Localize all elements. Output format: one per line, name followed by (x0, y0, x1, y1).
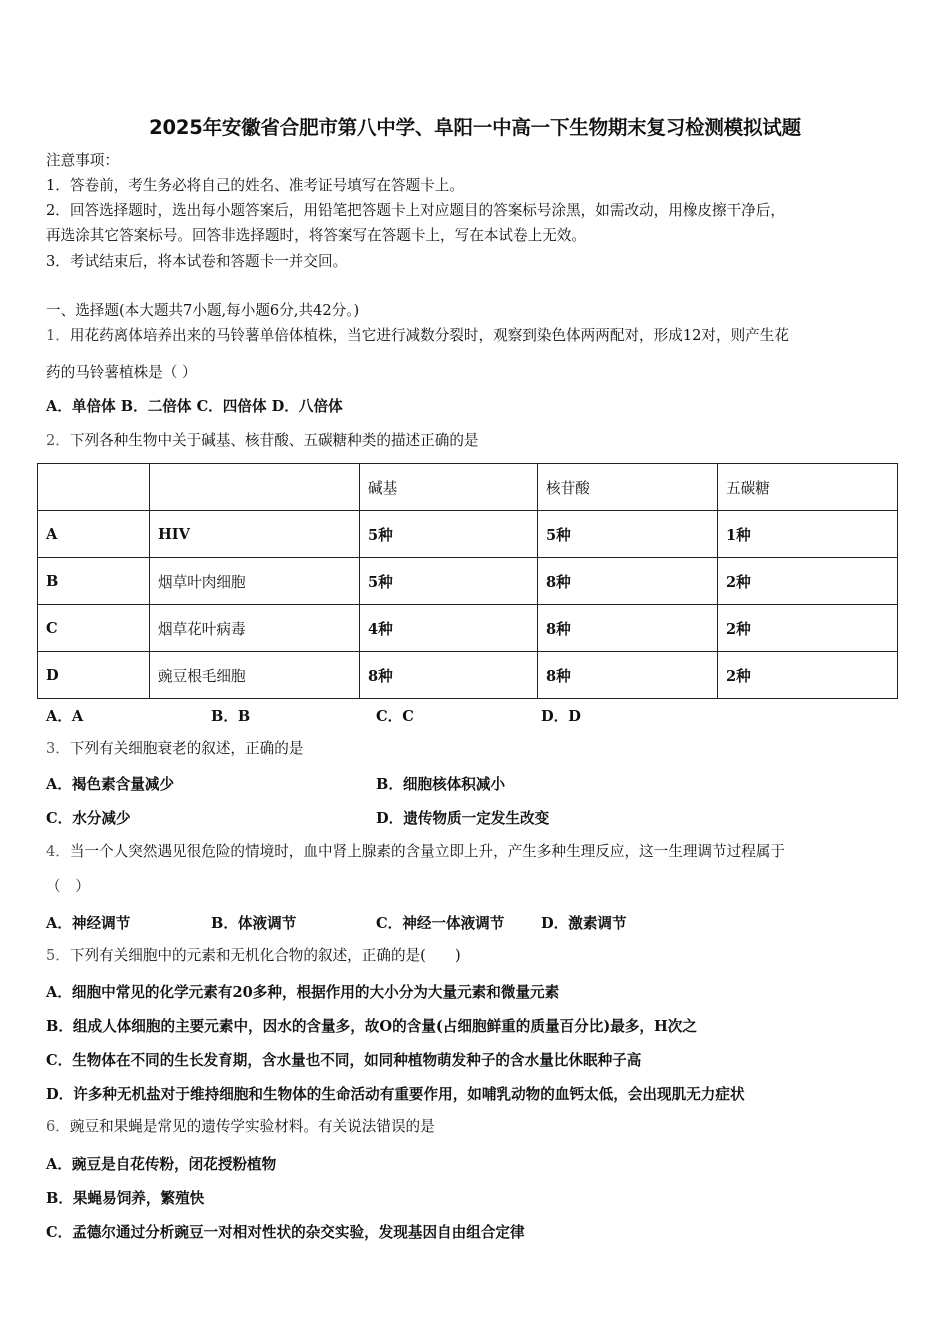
notice-heading: 注意事项： (46, 152, 119, 169)
question-4-cont: （ ） (46, 878, 90, 895)
question-text: 下列各种生物中关于碱基、核苷酸、五碳糖种类的描述正确的是 (69, 432, 479, 449)
option: C．C (376, 708, 414, 725)
question-1-options: A．单倍体 B．二倍体 C．四倍体 D．八倍体 (46, 398, 343, 415)
question-number: 6． (46, 1118, 70, 1135)
table-header-row (38, 464, 898, 511)
question-6 (46, 1117, 435, 1137)
option: C．生物体在不同的生长发育期，含水量也不同，如同种植物萌发种子的含水量比休眠种子高 (46, 1052, 642, 1069)
question-text: 下列有关细胞中的元素和无机化合物的叙述，正确的是( ) (69, 947, 461, 964)
table-cell: D (38, 652, 150, 699)
option: B．细胞核体积减小 (376, 776, 506, 793)
table-cell: 5种 (360, 558, 538, 605)
table-cell: 碱基 (360, 464, 538, 511)
option: C．孟德尔通过分析豌豆一对相对性状的杂交实验，发现基因自由组合定律 (46, 1224, 525, 1241)
option: C．神经一体液调节 (376, 915, 505, 932)
notice-item: 2．回答选择题时，选出每小题答案后，用铅笔把答题卡上对应题目的答案标号涂黑，如需改动，用橡皮擦干净后， (46, 202, 785, 219)
question-5 (46, 946, 461, 966)
table-cell (150, 464, 360, 511)
page-title: 2025年安徽省合肥市第八中学、阜阳一中高一下生物期末复习检测模拟试题 (149, 116, 801, 139)
table-cell: 4种 (360, 605, 538, 652)
table-cell: 烟草叶肉细胞 (150, 558, 360, 605)
table-cell: 8种 (538, 605, 718, 652)
question-number: 2． (46, 432, 70, 449)
table-row (38, 605, 898, 652)
table-cell: A (38, 511, 150, 558)
table-cell: 8种 (538, 558, 718, 605)
notice-item: 再选涂其它答案标号。回答非选择题时，将答案写在答题卡上，写在本试卷上无效。 (46, 227, 586, 244)
option: D．遗传物质一定发生改变 (376, 810, 550, 827)
option: A．豌豆是自花传粉，闭花授粉植物 (46, 1156, 277, 1173)
table-row (38, 511, 898, 558)
table-cell: 核苷酸 (538, 464, 718, 511)
table-cell: 2种 (718, 605, 898, 652)
table-cell: 烟草花叶病毒 (150, 605, 360, 652)
table-cell: 2种 (718, 652, 898, 699)
option: A．神经调节 (46, 915, 131, 932)
question-text: 当一个人突然遇见很危险的情境时，血中肾上腺素的含量立即上升，产生多种生理反应，这一生理调节过程属于 (69, 843, 785, 860)
section-heading: 一、选择题(本大题共7小题,每小题6分,共42分。) (46, 302, 360, 319)
question-text: 下列有关细胞衰老的叙述，正确的是 (69, 740, 304, 757)
question-2 (46, 431, 479, 451)
table-cell: B (38, 558, 150, 605)
option: B．组成人体细胞的主要元素中，因水的含量多，故O的含量(占细胞鲜重的质量百分比)最多，H次之 (46, 1018, 697, 1035)
question-1-cont: 药的马铃薯植株是（ ） (46, 364, 197, 381)
table-cell: 5种 (538, 511, 718, 558)
question-4 (46, 842, 785, 862)
nucleotide-table (37, 463, 898, 699)
option: D．激素调节 (541, 915, 627, 932)
table-row (38, 652, 898, 699)
option: C．水分减少 (46, 810, 131, 827)
table-cell: 豌豆根毛细胞 (150, 652, 360, 699)
table-cell (38, 464, 150, 511)
table-cell: 2种 (718, 558, 898, 605)
option: D．D (541, 708, 581, 725)
option: B．体液调节 (211, 915, 297, 932)
notice-item: 3．考试结束后，将本试卷和答题卡一并交回。 (46, 253, 348, 270)
question-number: 4． (46, 843, 70, 860)
question-1 (46, 326, 789, 346)
question-3 (46, 739, 303, 759)
option: B．果蝇易饲养，繁殖快 (46, 1190, 205, 1207)
question-number: 1． (46, 327, 70, 344)
table-row (38, 558, 898, 605)
option: B．B (211, 708, 251, 725)
question-text: 豌豆和果蝇是常见的遗传学实验材料。有关说法错误的是 (69, 1118, 435, 1135)
table-cell: HIV (150, 511, 360, 558)
table-cell: 8种 (538, 652, 718, 699)
question-number: 5． (46, 947, 70, 964)
option: A．细胞中常见的化学元素有20多种，根据作用的大小分为大量元素和微量元素 (46, 984, 560, 1001)
notice-item: 1．答卷前，考生务必将自己的姓名、准考证号填写在答题卡上。 (46, 177, 464, 194)
table-cell: 5种 (360, 511, 538, 558)
table-cell: 五碳糖 (718, 464, 898, 511)
option: A．A (46, 708, 84, 725)
table-cell: 8种 (360, 652, 538, 699)
table-cell: 1种 (718, 511, 898, 558)
question-text: 用花药离体培养出来的马铃薯单倍体植株，当它进行减数分裂时，观察到染色体两两配对，形成12对，则产生花 (69, 327, 789, 344)
option: A．褐色素含量减少 (46, 776, 175, 793)
question-number: 3． (46, 740, 70, 757)
option: D．许多种无机盐对于维持细胞和生物体的生命活动有重要作用，如哺乳动物的血钙太低，会出现肌无力症状 (46, 1086, 745, 1103)
table-cell: C (38, 605, 150, 652)
